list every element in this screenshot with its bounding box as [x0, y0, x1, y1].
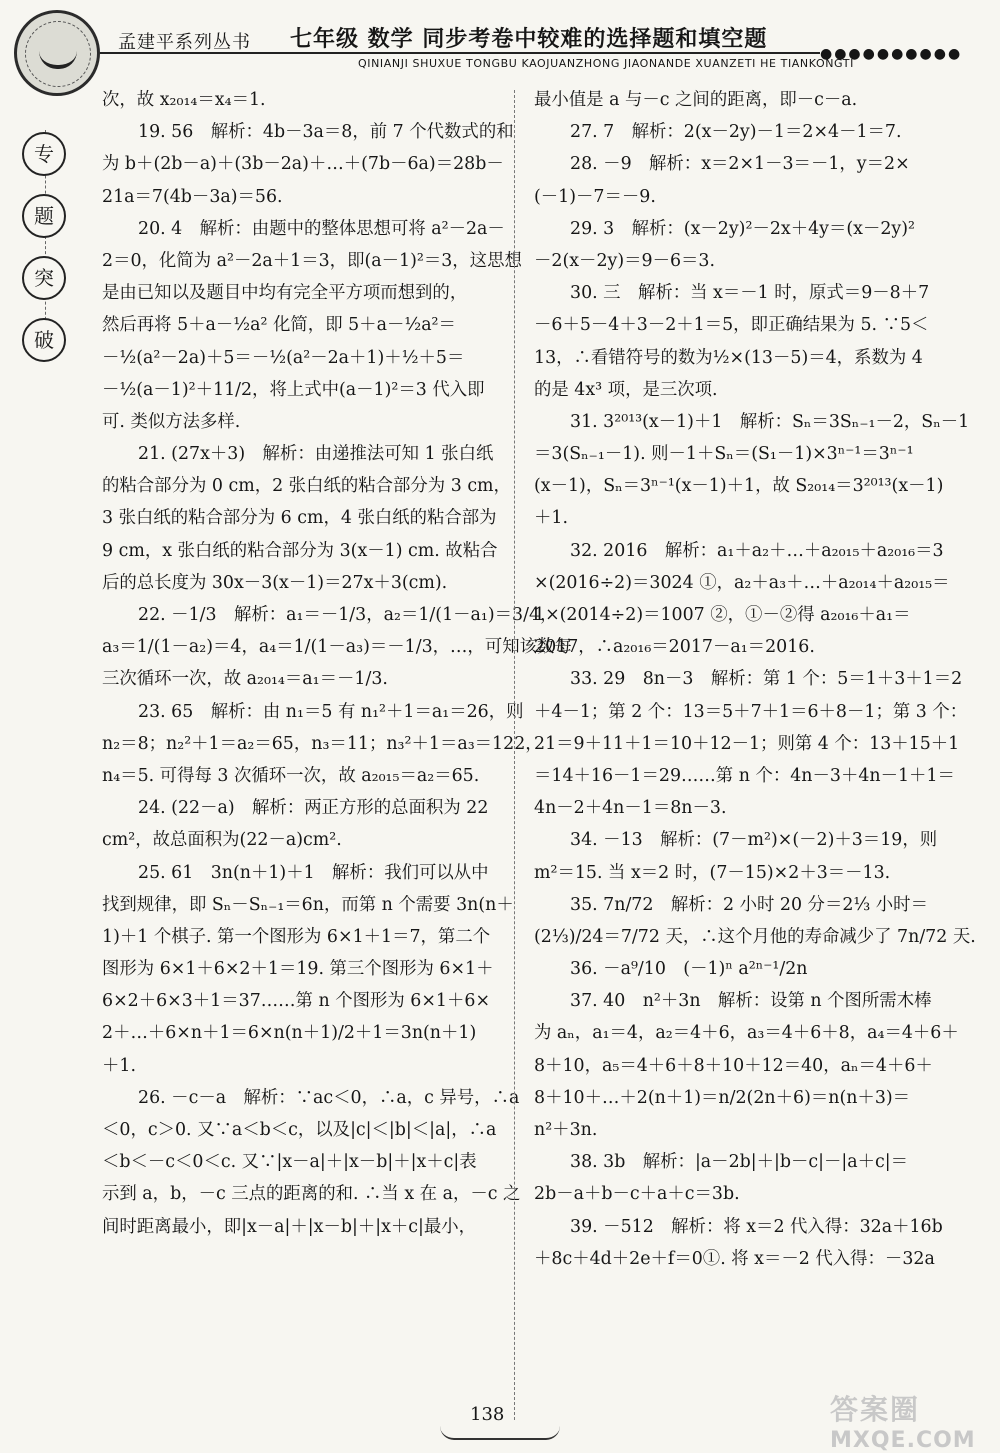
book-title-pinyin: QINIANJI SHUXUE TONGBU KAOJUANZHONG JIAONANDE XUANZETI HE TIANKONGTI — [358, 57, 854, 70]
answer-line: ×(2016÷2)＝3024 ①，a₂＋a₃＋…＋a₂₀₁₄＋a₂₀₁₅＝ — [534, 572, 950, 593]
answer-line: ＝14＋16－1＝29……第 n 个：4n－3＋4n－1＋1＝ — [534, 765, 955, 786]
answer-line: a₃＝1/(1－a₂)＝4，a₄＝1/(1－a₃)＝－1/3，…，可知该数每 — [102, 637, 572, 658]
answer-line: －2(x－2y)＝9－6＝3. — [534, 250, 716, 271]
answer-line: n₄＝5. 可得每 3 次循环一次，故 a₂₀₁₅＝a₂＝65. — [102, 765, 480, 786]
answer-line: 24. (22－a) 解析：两正方形的总面积为 22 — [138, 798, 489, 819]
answer-line: 的粘合部分为 0 cm，2 张白纸的粘合部分为 3 cm， — [102, 476, 511, 497]
answer-line: cm²，故总面积为(22－a)cm². — [102, 830, 342, 851]
answer-line: 3 张白纸的粘合部分为 6 cm，4 张白纸的粘合部为 — [102, 508, 497, 529]
answer-line: n²＋3n. — [534, 1120, 598, 1140]
answer-line: 26. －c－a 解析：∵ac＜0，∴a，c 异号，∴a — [138, 1087, 520, 1108]
answer-line: 为 aₙ，a₁＝4，a₂＝4＋6，a₃＝4＋6＋8，a₄＝4＋6＋ — [534, 1023, 959, 1044]
publisher-logo-icon — [14, 10, 100, 96]
header-rule — [100, 52, 820, 54]
answer-line: 23. 65 解析：由 n₁＝5 有 n₁²＋1＝a₁＝26，则 — [138, 701, 524, 722]
side-tag: 破 — [22, 318, 66, 362]
answer-line: 31. 3²⁰¹³(x－1)＋1 解析：Sₙ＝3Sₙ₋₁－2，Sₙ－1 — [570, 411, 970, 432]
answer-line: 最小值是 a 与－c 之间的距离，即－c－a. — [534, 90, 858, 110]
answer-line: ＋1. — [102, 1055, 136, 1076]
answer-line: －½(a－1)²＋11/2，将上式中(a－1)²＝3 代入即 — [102, 379, 485, 400]
answer-line: 2＝0，化简为 a²－2a＋1＝3，即(a－1)²＝3，这思想 — [102, 250, 522, 271]
answer-line: ＜b＜－c＜0＜c. 又∵|x－a|＋|x－b|＋|x＋c|表 — [102, 1152, 477, 1173]
answer-line: 13，∴看错符号的数为½×(13－5)＝4，系数为 4 — [534, 347, 923, 368]
watermark-bottom: MXQE.COM — [830, 1428, 976, 1453]
watermark-top: 答案圈 — [830, 1393, 921, 1426]
side-tags — [22, 132, 68, 380]
answer-line: 次，故 x₂₀₁₄＝x₄＝1. — [102, 90, 266, 110]
answer-line: 示到 a，b，－c 三点的距离的和. ∴当 x 在 a，－c 之 — [102, 1184, 521, 1205]
answer-line: 19. 56 解析：4b－3a＝8，前 7 个代数式的和 — [138, 122, 514, 143]
side-tag: 专 — [22, 132, 66, 176]
answer-line: 2＋…＋6×n＋1＝6×n(n＋1)/2＋1＝3n(n＋1) — [102, 1023, 477, 1044]
answer-line: (x－1)，Sₙ＝3ⁿ⁻¹(x－1)＋1，故 S₂₀₁₄＝3²⁰¹³(x－1) — [534, 476, 944, 497]
answer-line: 1×(2014÷2)＝1007 ②，①－②得 a₂₀₁₆＋a₁＝ — [534, 605, 911, 625]
answer-line: 间时距离最小，即|x－a|＋|x－b|＋|x＋c|最小， — [102, 1216, 477, 1237]
answer-line: 三次循环一次，故 a₂₀₁₄＝a₁＝－1/3. — [102, 669, 388, 690]
answer-line: 的是 4x³ 项，是三次项. — [534, 379, 718, 400]
answer-line: 34. －13 解析：(7－m²)×(－2)＋3＝19，则 — [570, 830, 938, 851]
answer-line: 27. 7 解析：2(x－2y)－1＝2×4－1＝7. — [570, 122, 902, 143]
answer-line: 39. －512 解析：将 x＝2 代入得：32a＋16b — [570, 1216, 943, 1237]
answer-line: (2⅓)/24＝7/72 天，∴这个月他的寿命减少了 7n/72 天. — [534, 926, 976, 947]
series-name: 孟建平系列丛书 — [118, 32, 251, 53]
answer-line: ＋4－1；第 2 个：13＝5＋7＋1＝6＋8－1；第 3 个： — [534, 701, 968, 722]
answer-line: 8＋10，a₅＝4＋6＋8＋10＋12＝40，aₙ＝4＋6＋ — [534, 1055, 933, 1076]
answer-line: 36. －a⁹/10 (－1)ⁿ a²ⁿ⁻¹/2n — [570, 959, 808, 980]
answer-line: 8＋10＋…＋2(n＋1)＝n/2(2n＋6)＝n(n＋3)＝ — [534, 1087, 911, 1108]
watermark — [830, 1388, 990, 1453]
answer-line: 32. 2016 解析：a₁＋a₂＋…＋a₂₀₁₅＋a₂₀₁₆＝3 — [570, 540, 944, 561]
answer-line: 37. 40 n²＋3n 解析：设第 n 个图所需木棒 — [570, 991, 932, 1012]
answer-line: 29. 3 解析：(x－2y)²－2x＋4y＝(x－2y)² — [570, 218, 916, 239]
page-number-ornament — [440, 1426, 560, 1440]
right-column — [534, 84, 976, 1275]
answer-line: ＋1. — [534, 508, 568, 529]
answer-line: ＋8c＋4d＋2e＋f＝0①. 将 x＝－2 代入得：－32a — [534, 1248, 935, 1269]
answer-line: 2b－a＋b－c＋a＋c＝3b. — [534, 1184, 740, 1205]
answer-line: 9 cm，x 张白纸的粘合部分为 3(x－1) cm. 故粘合 — [102, 540, 498, 561]
answer-line: －½(a²－2a)＋5＝－½(a²－2a＋1)＋½＋5＝ — [102, 347, 465, 368]
book-title: 七年级 数学 同步考卷中较难的选择题和填空题 — [290, 26, 768, 52]
column-divider — [514, 90, 515, 1420]
answer-line: 21a＝7(4b－3a)＝56. — [102, 186, 283, 207]
answer-line: 为 b＋(2b－a)＋(3b－2a)＋…＋(7b－6a)＝28b－ — [102, 154, 504, 175]
side-tag: 题 — [22, 194, 66, 238]
header-dots: ●●●●●●●●●● — [820, 46, 963, 62]
answer-line: 1)＋1 个棋子. 第一个图形为 6×1＋1＝7，第二个 — [102, 926, 491, 947]
answer-line: 20. 4 解析：由题中的整体思想可将 a²－2a－ — [138, 218, 505, 239]
answer-line: 30. 三 解析：当 x＝－1 时，原式＝9－8＋7 — [570, 283, 930, 304]
answer-line: m²＝15. 当 x＝2 时，(7－15)×2＋3＝－13. — [534, 862, 891, 883]
page-number: 138 — [470, 1404, 505, 1425]
answer-line: 22. －1/3 解析：a₁＝－1/3，a₂＝1/(1－a₁)＝3/4， — [138, 605, 558, 625]
answer-line: n₂＝8；n₂²＋1＝a₂＝65，n₃＝11；n₃²＋1＝a₃＝122， — [102, 733, 543, 754]
answer-line: 可. 类似方法多样. — [102, 411, 241, 432]
answer-line: 21. (27x＋3) 解析：由递推法可知 1 张白纸 — [138, 444, 494, 465]
answer-line: 4n－2＋4n－1＝8n－3. — [534, 798, 727, 819]
answer-line: 33. 29 8n－3 解析：第 1 个：5＝1＋3＋1＝2 — [570, 669, 963, 690]
answer-line: 35. 7n/72 解析：2 小时 20 分＝2⅓ 小时＝ — [570, 894, 928, 915]
answer-line: －6＋5－4＋3－2＋1＝5，即正确结果为 5. ∵5＜ — [534, 315, 929, 336]
answer-line: 25. 61 3n(n＋1)＋1 解析：我们可以从中 — [138, 862, 489, 883]
answer-line: (－1)－7＝－9. — [534, 186, 656, 207]
answer-line: 28. －9 解析：x＝2×1－3＝－1，y＝2× — [570, 154, 910, 175]
answer-line: 21＝9＋11＋1＝10＋12－1；则第 4 个：13＋15＋1 — [534, 733, 960, 754]
answer-line: ＝3(Sₙ₋₁－1). 则－1＋Sₙ＝(S₁－1)×3ⁿ⁻¹＝3ⁿ⁻¹ — [534, 444, 914, 465]
answer-line: 38. 3b 解析：|a－2b|＋|b－c|－|a＋c|＝ — [570, 1152, 908, 1173]
answer-line: 是由已知以及题目中均有完全平方项而想到的， — [102, 283, 468, 304]
answer-line: ＜0，c＞0. 又∵a＜b＜c，以及|c|＜|b|＜|a|，∴a — [102, 1120, 497, 1140]
answer-line: 6×2＋6×3＋1＝37……第 n 个图形为 6×1＋6× — [102, 991, 491, 1012]
page-header — [0, 0, 1000, 96]
answer-line: 2017，∴a₂₀₁₆＝2017－a₁＝2016. — [534, 637, 815, 658]
answer-line: 找到规律，即 Sₙ－Sₙ₋₁＝6n，而第 n 个需要 3n(n＋ — [102, 894, 514, 915]
answer-line: 然后再将 5＋a－½a² 化简，即 5＋a－½a²＝ — [102, 315, 456, 336]
answer-line: 图形为 6×1＋6×2＋1＝19. 第三个图形为 6×1＋ — [102, 959, 494, 980]
side-tag: 突 — [22, 256, 66, 300]
answer-line: 后的总长度为 30x－3(x－1)＝27x＋3(cm). — [102, 572, 448, 593]
